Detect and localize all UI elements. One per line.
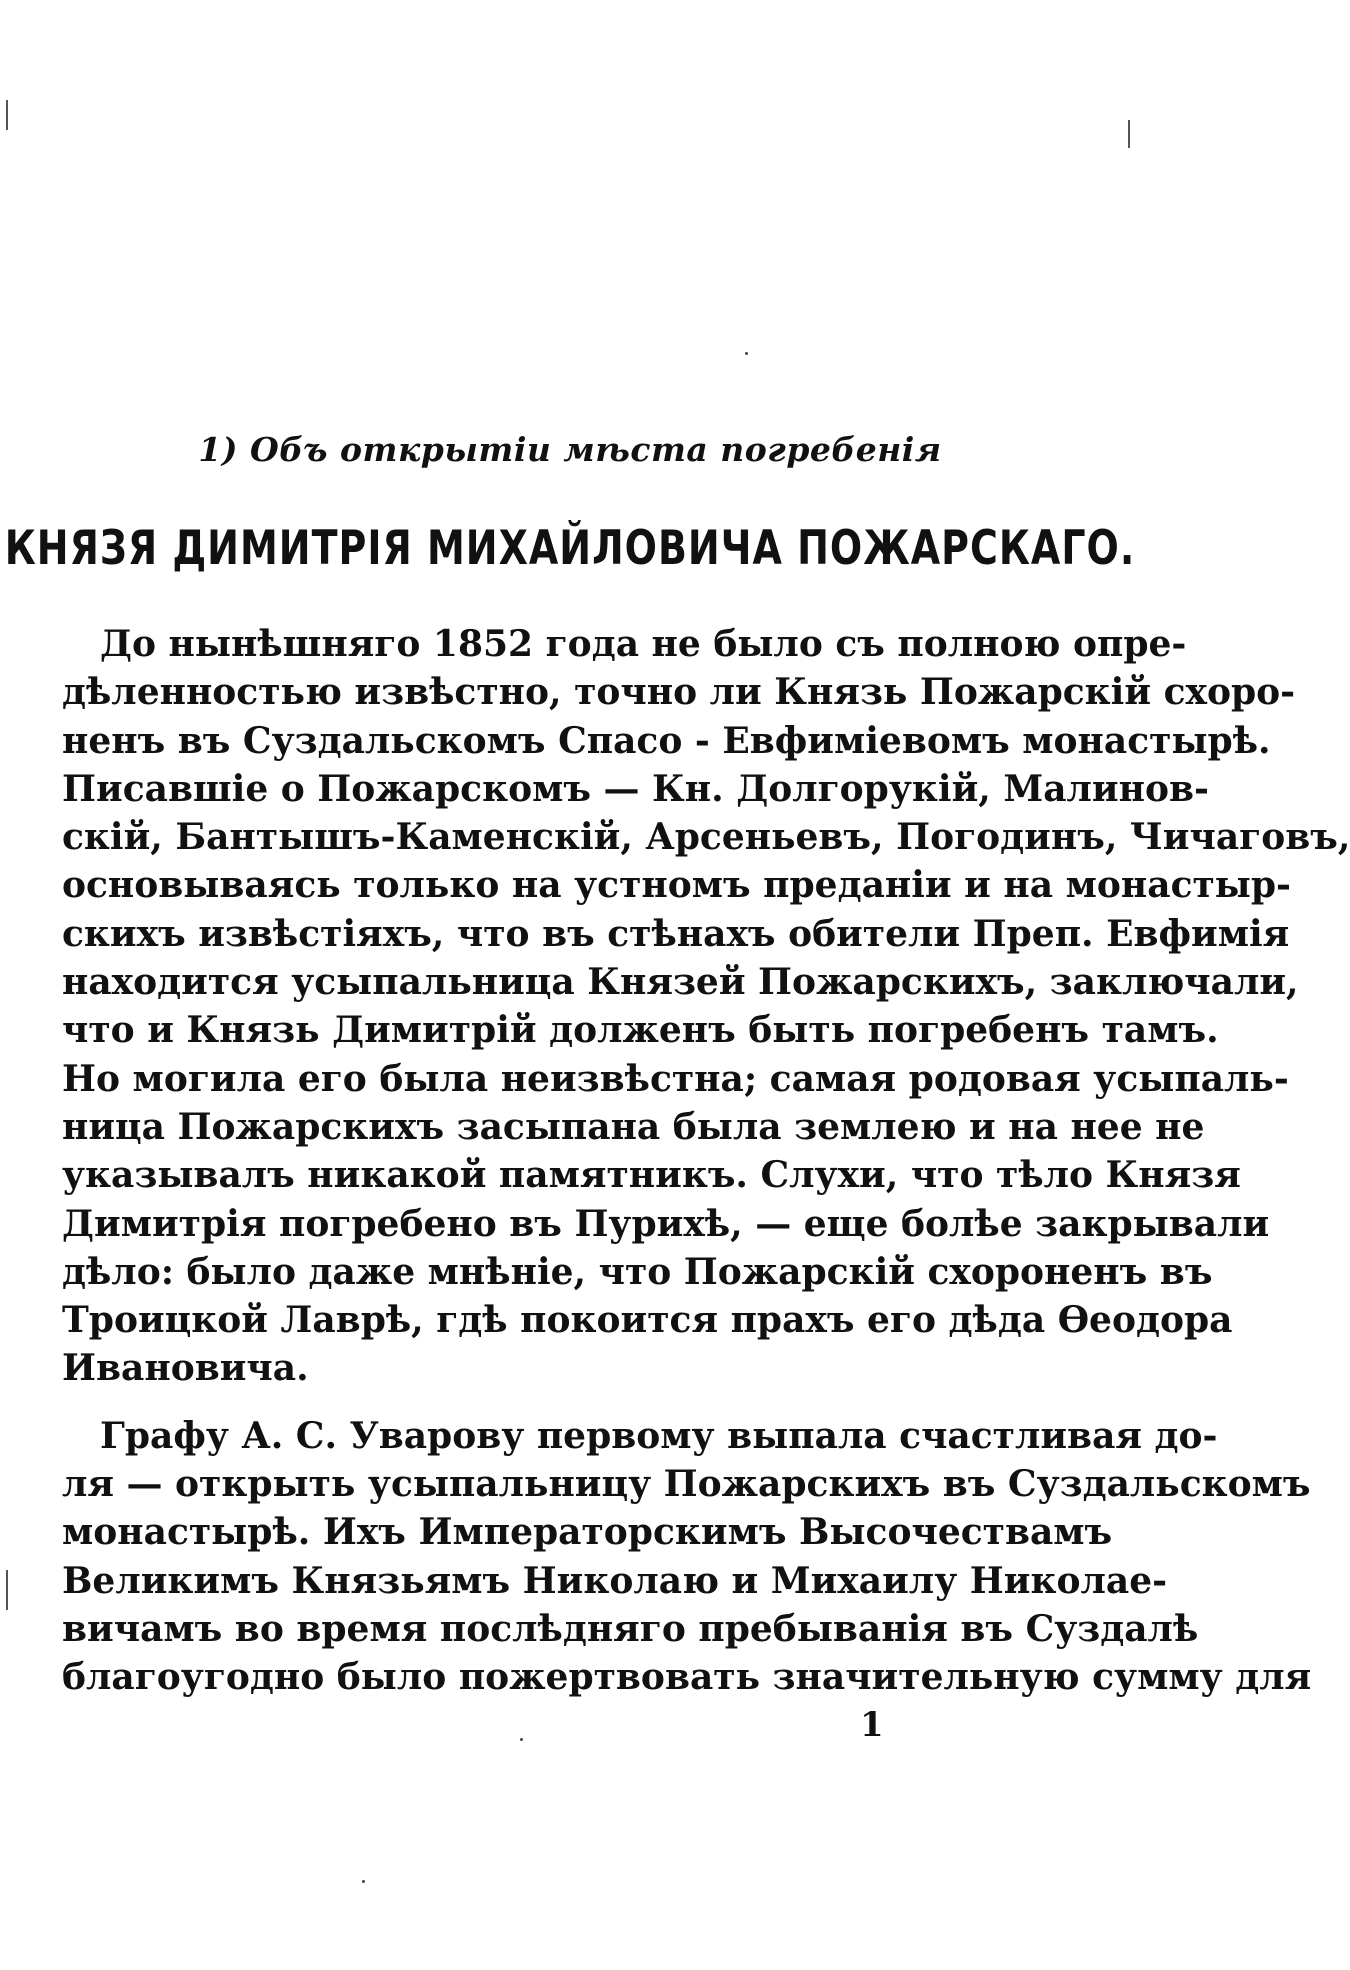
text-line: Великимъ Князьямъ Николаю и Михаилу Николае-	[62, 1559, 1168, 1602]
text-line: Графу А. С. Уварову первому выпала счастливая до-	[100, 1414, 1218, 1457]
text-line: Димитрія погребено въ Пурихѣ, — еще болѣе закрывали	[62, 1202, 1270, 1245]
scan-edge-mark	[1128, 120, 1130, 148]
body-text	[62, 620, 1350, 1702]
section-title-caps: КНЯЗЯ ДИМИТРІЯ МИХАЙЛОВИЧА ПОЖАРСКАГО.	[4, 520, 1136, 575]
text-line: указывалъ никакой памятникъ. Слухи, что тѣло Князя	[62, 1154, 1241, 1197]
text-line: скихъ извѣстіяхъ, что въ стѣнахъ обители Преп. Евфимія	[62, 912, 1290, 955]
text-line: монастырѣ. Ихъ Императорскимъ Высочествамъ	[62, 1511, 1113, 1554]
text-line: ля — открыть усыпальницу Пожарскихъ въ Суздальскомъ	[62, 1463, 1311, 1506]
text-line: Писавшіе о Пожарскомъ — Кн. Долгорукій, Малинов-	[62, 767, 1209, 810]
text-line: Ивановича.	[62, 1347, 309, 1390]
text-line: находится усыпальница Князей Пожарскихъ, заключали,	[62, 961, 1299, 1004]
page-number: 1	[860, 1705, 884, 1745]
text-line: благоугодно было пожертвовать значительную сумму для	[62, 1656, 1312, 1699]
paragraph-2	[62, 1412, 1312, 1702]
scan-speck	[745, 352, 748, 355]
text-line: До нынѣшняго 1852 года не было съ полною опре-	[100, 623, 1187, 665]
text-line: основываясь только на устномъ преданіи и на монастыр-	[62, 864, 1291, 907]
text-line: дѣло: было даже мнѣніе, что Пожарскій схороненъ въ	[62, 1250, 1213, 1293]
text-line: ница Пожарскихъ засыпана была землею и на нее не	[62, 1105, 1205, 1148]
section-title-italic: 1) Объ открытіи мѣста погребенія	[198, 430, 942, 469]
text-line: вичамъ во время послѣдняго пребыванія въ Суздалѣ	[62, 1607, 1199, 1650]
text-line: скій, Бантышъ-Каменскій, Арсеньевъ, Погодинъ, Чичаговъ,	[62, 816, 1350, 859]
text-line: дѣленностью извѣстно, точно ли Князь Пожарскій схоро-	[62, 671, 1296, 714]
text-line: Троицкой Лаврѣ, гдѣ покоится прахъ его дѣда Ѳеодора	[62, 1299, 1233, 1342]
scan-speck	[362, 1880, 365, 1883]
scan-edge-mark	[6, 1570, 8, 1610]
text-line: Но могила его была неизвѣстна; самая родовая усыпаль-	[62, 1057, 1289, 1100]
paragraph-1	[62, 620, 1350, 1393]
scan-speck	[520, 1738, 523, 1741]
scan-edge-mark	[6, 100, 8, 130]
text-line: ненъ въ Суздальскомъ Спасо - Евфиміевомъ монастырѣ.	[62, 719, 1271, 762]
text-line: что и Князь Димитрій долженъ быть погребенъ тамъ.	[62, 1009, 1219, 1052]
